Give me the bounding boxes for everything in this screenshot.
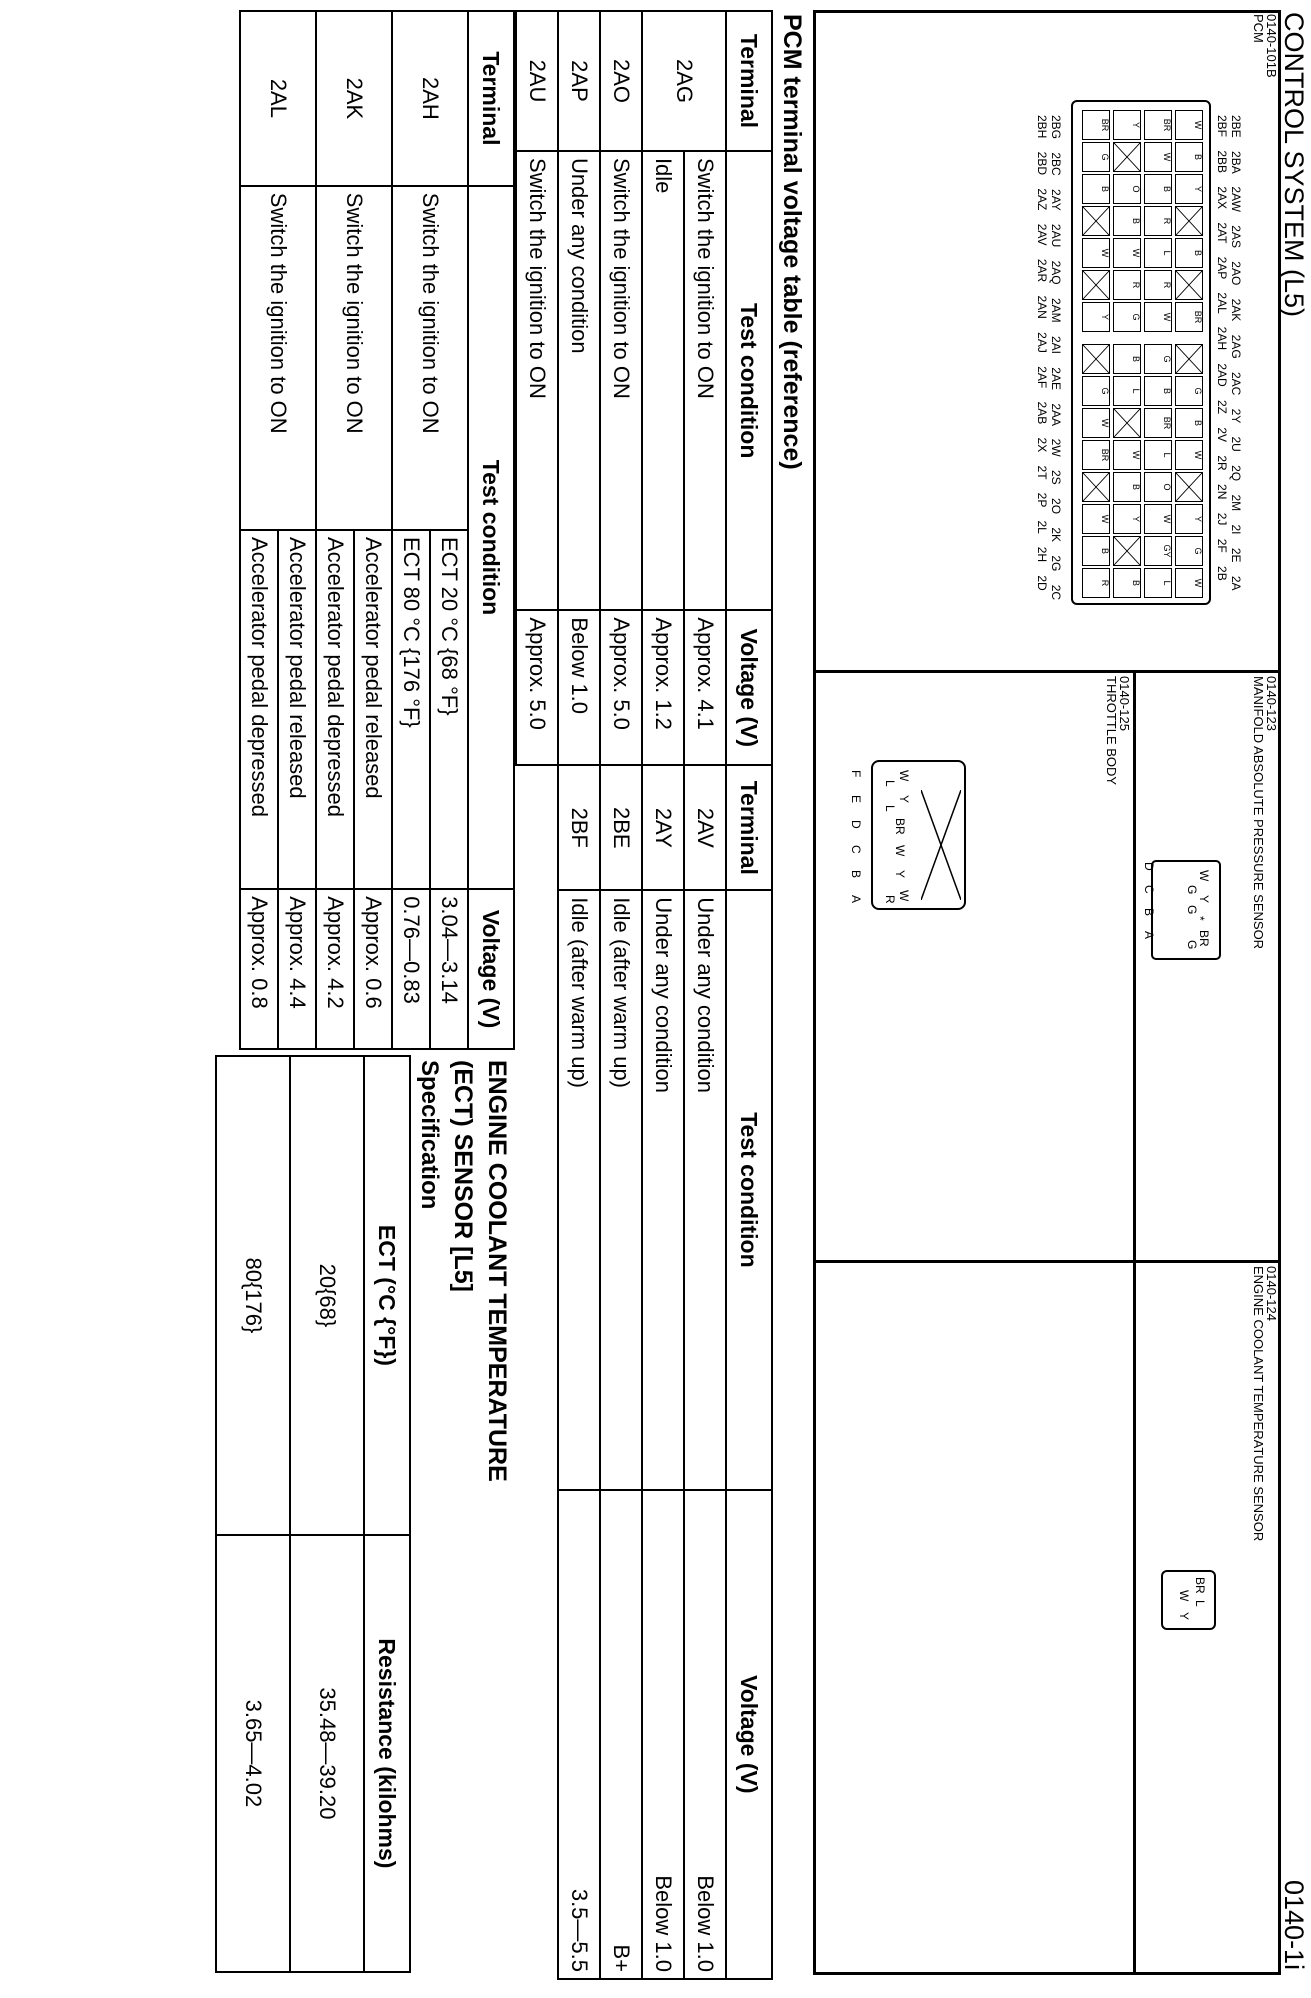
divider-h xyxy=(1133,670,1136,1975)
terminal-cell: 2AY xyxy=(642,765,684,890)
tb-wire-1: W xyxy=(897,770,911,782)
ect-wire-1: BR xyxy=(1193,1577,1207,1594)
subcondition-cell: Accelerator pedal depressed xyxy=(316,530,354,889)
ect-spec-title-2: (ECT) SENSOR [L5] xyxy=(449,1060,477,1292)
pin-cavity: Y xyxy=(1113,110,1141,140)
pin-cavity: G xyxy=(1113,302,1141,332)
th-ect: ECT (°C {°F}) xyxy=(364,1056,410,1535)
map-pin-d: D xyxy=(1142,862,1156,871)
ect-cell: 80{176} xyxy=(216,1056,290,1535)
voltage-cell: Approx. 5.0 xyxy=(516,610,558,765)
pin-cavity: B xyxy=(1175,408,1203,438)
empty-cavity xyxy=(1175,472,1203,502)
pin-cavity: L xyxy=(1144,440,1172,470)
ect-sensor-code: 0140-124 xyxy=(1264,1266,1279,1321)
ect-wire-2: L xyxy=(1193,1600,1207,1607)
pin-cavity: BR xyxy=(1144,408,1172,438)
pcm-row1-labels: 2BE 2BA 2AW 2AS 2AO 2AK 2AG 2AC 2Y 2U 2Q 2M 2I 2E 2A xyxy=(1229,115,1243,591)
map-wire-7: G xyxy=(1185,940,1199,950)
condition-cell: Switch the ignition to ON xyxy=(240,186,316,530)
terminal-cell: 2AH xyxy=(392,11,468,186)
map-wire-5: * xyxy=(1193,916,1207,921)
terminal-cell: 2AG xyxy=(642,11,726,151)
section-title: CONTROL SYSTEM (L5) xyxy=(1279,12,1309,318)
voltage-cell: Below 1.0 xyxy=(558,610,600,765)
pin-cavity: W xyxy=(1175,568,1203,598)
terminal-cell: 2AV xyxy=(684,765,726,890)
voltage-cell: 0.76—0.83 xyxy=(392,889,430,1049)
pin-cavity: B xyxy=(1144,376,1172,406)
ect-cell: 20{68} xyxy=(290,1056,364,1535)
tb-wire-8: W xyxy=(897,890,911,902)
voltage-table-title: PCM terminal voltage table (reference) xyxy=(778,14,806,470)
ect-wire-4: Y xyxy=(1177,1612,1191,1621)
pin-cavity: R xyxy=(1082,568,1110,598)
ect-spec-title-1: ENGINE COOLANT TEMPERATURE xyxy=(483,1060,511,1482)
pin-cavity: G xyxy=(1144,344,1172,374)
pin-cavity: W xyxy=(1113,440,1141,470)
voltage-table xyxy=(515,10,773,1980)
pin-cavity: G xyxy=(1175,536,1203,566)
subcondition-cell: Accelerator pedal released xyxy=(354,530,392,889)
map-pin-c: C xyxy=(1142,885,1156,894)
subcondition-cell: Accelerator pedal released xyxy=(278,530,316,889)
pin-cavity: W xyxy=(1144,302,1172,332)
empty-cavity xyxy=(1175,344,1203,374)
tb-pin-a: A xyxy=(849,895,863,904)
tb-wire-4: L xyxy=(883,805,897,812)
pin-cavity: W xyxy=(1144,504,1172,534)
th-resistance: Resistance (kilohms) xyxy=(364,1535,410,1972)
map-wire-2: G xyxy=(1185,885,1199,895)
terminal-cell: 2AL xyxy=(240,11,316,186)
condition-cell: Switch the ignition to ON xyxy=(516,151,558,610)
throttle-body-code: 0140-125 xyxy=(1117,676,1132,731)
tb-pin-d: D xyxy=(849,820,863,829)
subcondition-cell: Accelerator pedal depressed xyxy=(240,530,278,889)
pin-cavity: B xyxy=(1144,174,1172,204)
ect-spec-table xyxy=(215,1055,411,1973)
empty-cavity xyxy=(1082,472,1110,502)
voltage-cell: Below 1.0 xyxy=(642,1490,684,1979)
terminal-cell: 2BF xyxy=(558,765,600,890)
pin-cavity: B xyxy=(1175,238,1203,268)
pin-cavity: B xyxy=(1113,568,1141,598)
pin-cavity: G xyxy=(1082,376,1110,406)
voltage-cell: Approx. 4.1 xyxy=(684,610,726,765)
tb-wire-2: L xyxy=(883,780,897,787)
lower-voltage-table xyxy=(239,10,515,1050)
pin-cavity: BR xyxy=(1082,440,1110,470)
th-terminal-right: Terminal xyxy=(726,765,772,890)
pin-cavity: W xyxy=(1144,142,1172,172)
map-pin-a: A xyxy=(1142,931,1156,940)
pin-cavity: B xyxy=(1082,174,1110,204)
terminal-cell: 2AK xyxy=(316,11,392,186)
condition-cell: Under any condition xyxy=(642,890,684,1489)
throttle-body-name: THROTTLE BODY xyxy=(1104,676,1119,786)
pin-cavity: BR xyxy=(1144,110,1172,140)
resistance-cell: 3.65—4.02 xyxy=(216,1535,290,1972)
pin-cavity: W xyxy=(1082,504,1110,534)
voltage-cell: Approx. 4.2 xyxy=(316,889,354,1049)
th-condition-left: Test condition xyxy=(726,151,772,610)
empty-cavity xyxy=(1175,206,1203,236)
tb-wire-6: W xyxy=(893,845,907,857)
condition-cell: Under any condition xyxy=(558,151,600,610)
pcm-row3-labels: 2BG 2BC 2AY 2AU 2AQ 2AM 2AI 2AE 2AA 2W 2S 2O 2K 2G 2C xyxy=(1049,115,1063,601)
th-voltage-right: Voltage (V) xyxy=(726,1490,772,1979)
empty-cavity xyxy=(1113,408,1141,438)
th-condition-right: Test condition xyxy=(726,890,772,1489)
pcm-connector-name: PCM xyxy=(1251,14,1266,43)
voltage-cell: Approx. 0.6 xyxy=(354,889,392,1049)
map-wire-4: G xyxy=(1185,905,1199,915)
empty-cavity xyxy=(1082,270,1110,300)
empty-cavity xyxy=(1175,270,1203,300)
condition-cell: Idle (after warm up) xyxy=(558,890,600,1489)
empty-cavity xyxy=(1082,206,1110,236)
pcm-row4-labels: 2BH 2BD 2AZ 2AV 2AR 2AN 2AJ 2AF 2AB 2X 2T 2P 2L 2H 2D xyxy=(1035,115,1049,591)
pin-cavity: G xyxy=(1175,376,1203,406)
condition-cell: Switch the ignition to ON xyxy=(600,151,642,610)
pin-cavity: O xyxy=(1144,472,1172,502)
pin-cavity: W xyxy=(1175,110,1203,140)
terminal-cell: 2AP xyxy=(558,11,600,151)
pin-cavity: Y xyxy=(1175,504,1203,534)
th-terminal-left: Terminal xyxy=(726,11,772,151)
map-pin-b: B xyxy=(1142,908,1156,917)
th-voltage-left: Voltage (V) xyxy=(726,610,772,765)
ect-spec-label: Specification xyxy=(416,1060,443,1210)
pin-cavity: BR xyxy=(1175,302,1203,332)
pin-cavity: W xyxy=(1082,238,1110,268)
map-sensor-code: 0140-123 xyxy=(1264,676,1279,731)
tb-pin-e: E xyxy=(849,795,863,804)
pin-cavity: L xyxy=(1144,238,1172,268)
pin-cavity: B xyxy=(1113,206,1141,236)
empty-cavity xyxy=(1113,142,1141,172)
condition-cell: Switch the ignition to ON xyxy=(684,151,726,610)
pcm-pin-grid xyxy=(1077,110,1203,600)
condition-cell: Switch the ignition to ON xyxy=(316,186,392,530)
voltage-cell: 3.04—3.14 xyxy=(430,889,468,1049)
empty-cavity xyxy=(1113,536,1141,566)
pin-cavity: R xyxy=(1113,270,1141,300)
voltage-cell: B+ xyxy=(600,1490,642,1979)
blank-cell xyxy=(516,765,558,1979)
condition-cell: Switch the ignition to ON xyxy=(392,186,468,530)
tb-wire-3: Y xyxy=(897,795,911,804)
th-condition: Test condition xyxy=(468,186,514,889)
terminal-cell: 2BE xyxy=(600,765,642,890)
pin-cavity: L xyxy=(1144,568,1172,598)
pin-cavity: BR xyxy=(1082,110,1110,140)
voltage-cell: Approx. 0.8 xyxy=(240,889,278,1049)
empty-cavity xyxy=(1082,344,1110,374)
voltage-cell: Approx. 4.4 xyxy=(278,889,316,1049)
subcondition-cell: ECT 80 °C {176 °F} xyxy=(392,530,430,889)
tb-pin-f: F xyxy=(849,770,863,778)
map-sensor-name: MANIFOLD ABSOLUTE PRESSURE SENSOR xyxy=(1251,676,1266,950)
pin-cavity: W xyxy=(1082,408,1110,438)
th-voltage: Voltage (V) xyxy=(468,889,514,1049)
voltage-cell: Approx. 5.0 xyxy=(600,610,642,765)
pin-cavity: R xyxy=(1144,270,1172,300)
pin-cavity: W xyxy=(1175,440,1203,470)
condition-cell: Under any condition xyxy=(684,890,726,1489)
voltage-cell: 3.5—5.5 xyxy=(558,1490,600,1979)
subcondition-cell: ECT 20 °C {68 °F} xyxy=(430,530,468,889)
resistance-cell: 35.48—39.20 xyxy=(290,1535,364,1972)
pin-cavity: O xyxy=(1113,174,1141,204)
pin-cavity: B xyxy=(1113,472,1141,502)
divider-v2 xyxy=(813,1260,1281,1263)
ect-wire-3: W xyxy=(1177,1590,1191,1602)
voltage-cell: Approx. 1.2 xyxy=(642,610,684,765)
pin-cavity: Y xyxy=(1175,174,1203,204)
pin-cavity: B xyxy=(1082,536,1110,566)
pin-cavity: G xyxy=(1082,142,1110,172)
pin-cavity: B xyxy=(1175,142,1203,172)
pin-cavity: B xyxy=(1113,344,1141,374)
pin-cavity: Y xyxy=(1113,504,1141,534)
pin-cavity: Y xyxy=(1082,302,1110,332)
tb-wire-5: BR xyxy=(893,818,907,835)
condition-cell: Idle (after warm up) xyxy=(600,890,642,1489)
voltage-cell: Below 1.0 xyxy=(684,1490,726,1979)
ect-sensor-name: ENGINE COOLANT TEMPERATURE SENSOR xyxy=(1251,1266,1266,1542)
tb-pin-c: C xyxy=(849,845,863,854)
condition-cell: Idle xyxy=(642,151,684,610)
map-wire-6: BR xyxy=(1197,930,1211,947)
map-wire-1: W xyxy=(1197,870,1211,882)
pcm-connector-code: 0140-101B xyxy=(1264,14,1279,78)
pin-cavity: GY xyxy=(1144,536,1172,566)
throttle-body-cross xyxy=(921,790,961,900)
pcm-row2-labels: 2BF 2BB 2AX 2AT 2AP 2AL 2AH 2AD 2Z 2V 2R 2N 2J 2F 2B xyxy=(1215,115,1229,581)
divider-v1 xyxy=(813,670,1281,673)
pin-cavity: W xyxy=(1113,238,1141,268)
pin-cavity: L xyxy=(1113,376,1141,406)
tb-pin-b: B xyxy=(849,870,863,879)
th-terminal: Terminal xyxy=(468,11,514,186)
pin-cavity: R xyxy=(1144,206,1172,236)
tb-wire-9: R xyxy=(883,895,897,904)
tb-wire-7: Y xyxy=(893,870,907,879)
map-wire-3: Y xyxy=(1197,895,1211,904)
terminal-cell: 2AU xyxy=(516,11,558,151)
page-number: 0140-1i xyxy=(1279,1880,1309,1971)
terminal-cell: 2AO xyxy=(600,11,642,151)
